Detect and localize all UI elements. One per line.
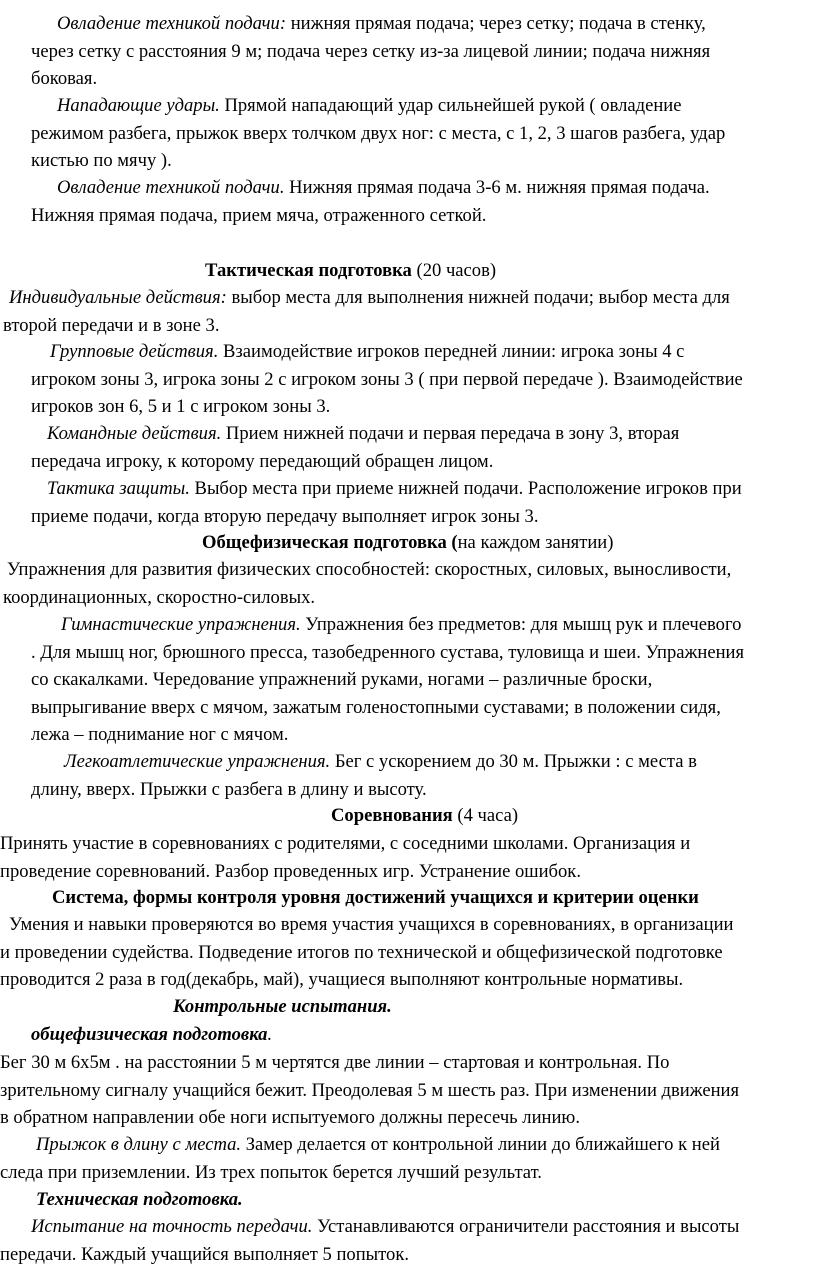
- text-line: [0, 1244, 409, 1266]
- text-line: [9, 287, 730, 309]
- text-run: Нижняя прямая подача, прием мяча, отраженного сеткой.: [31, 204, 487, 226]
- text-line: [36, 1189, 243, 1211]
- text-line: [31, 697, 721, 719]
- text-run: второй передачи и в зоне 3.: [3, 314, 220, 336]
- text-run: Устанавливаются ограничители расстояния и высоты: [312, 1216, 740, 1237]
- text-line: [0, 861, 581, 883]
- text-run: Замер делается от контрольной линии до ближайшего к ней: [241, 1134, 720, 1155]
- text-line: [173, 996, 392, 1018]
- text-run: Выбор места при приеме нижней подачи. Расположение игроков при: [189, 478, 742, 499]
- text-line: [0, 1080, 739, 1102]
- text-line: [52, 887, 699, 909]
- text-line: [0, 1052, 669, 1074]
- text-run: (20 часов): [411, 260, 497, 281]
- text-run: Гимнастические упражнения.: [61, 614, 301, 635]
- text-line: [31, 123, 725, 145]
- text-line: [47, 478, 742, 500]
- text-run: следа при приземлении. Из трех попыток берется лучший результат.: [0, 1161, 542, 1183]
- text-line: [3, 315, 219, 337]
- text-line: [31, 369, 743, 391]
- text-line: [0, 942, 723, 964]
- text-run: Прямой нападающий удар сильнейшей рукой ( овладение: [219, 95, 682, 116]
- text-line: [202, 532, 613, 554]
- text-line: [31, 1216, 739, 1238]
- text-line: [47, 423, 679, 445]
- text-run: приеме подачи, когда вторую передачу выполняет игрок зоны 3.: [31, 505, 539, 527]
- text-run: Система, формы контроля уровня достижений учащихся и критерии оценки: [52, 887, 699, 908]
- text-run: проведение соревнований. Разбор проведенных игр. Устранение ошибок.: [0, 860, 581, 882]
- text-line: [31, 642, 744, 664]
- text-run: Прыжок в длину с места.: [36, 1134, 242, 1155]
- text-run: Общефизическая подготовка (: [202, 532, 458, 553]
- text-run: лежа – поднимание ног с мячом.: [31, 724, 289, 745]
- text-run: (4 часа): [452, 805, 519, 826]
- text-line: [331, 805, 518, 827]
- text-line: [57, 177, 710, 199]
- text-run: в обратном направлении обе ноги испытуемого должны пересечь линию.: [0, 1107, 580, 1128]
- text-line: [31, 396, 330, 418]
- text-run: .: [267, 1024, 273, 1045]
- text-line: [31, 506, 539, 528]
- text-run: проводится 2 раза в год(декабрь, май), учащиеся выполняют контрольные нормативы.: [0, 969, 684, 990]
- text-run: Индивидуальные действия:: [9, 287, 227, 308]
- text-run: и проведении судейства. Подведение итогов по технической и общефизической подготовке: [0, 941, 723, 963]
- text-run: Овладение техникой подачи:: [57, 13, 287, 34]
- text-run: Легкоатлетические упражнения.: [64, 751, 331, 772]
- text-line: [31, 451, 493, 473]
- text-run: Овладение техникой подачи.: [57, 177, 285, 198]
- text-run: кистью по мячу ).: [31, 150, 172, 171]
- text-line: [0, 969, 683, 991]
- text-line: [0, 1107, 580, 1129]
- text-run: зрительному сигналу учащийся бежит. Преодолевая 5 м шесть раз. При изменении движения: [0, 1079, 740, 1101]
- text-run: общефизическая подготовка: [31, 1024, 268, 1045]
- text-run: на каждом занятии): [457, 532, 614, 553]
- text-run: боковая.: [31, 68, 98, 89]
- text-run: передачи. Каждый учащийся выполняет 5 попыток.: [0, 1243, 410, 1265]
- text-line: [3, 587, 315, 609]
- text-line: [31, 205, 486, 227]
- text-run: передача игроку, к которому передающий обращен лицом.: [31, 450, 494, 472]
- text-line: [57, 95, 682, 117]
- text-run: Бег с ускорением до 30 м. Прыжки : с места в: [330, 751, 697, 772]
- text-line: [31, 150, 172, 172]
- text-run: Прием нижней подачи и первая передача в зону 3, вторая: [221, 423, 680, 444]
- text-line: [31, 669, 652, 691]
- text-run: Контрольные испытания.: [173, 996, 392, 1017]
- text-line: [31, 724, 288, 746]
- text-run: Групповые действия.: [50, 341, 219, 362]
- text-line: [64, 751, 697, 773]
- text-run: Упражнения без предметов: для мышц рук и плечевого: [300, 614, 742, 635]
- text-line: [50, 341, 684, 363]
- text-run: Командные действия.: [47, 423, 222, 444]
- text-run: Нападающие удары.: [57, 95, 220, 116]
- text-line: [31, 1024, 272, 1046]
- text-line: [36, 1134, 720, 1156]
- text-line: [31, 41, 710, 63]
- text-run: игроком зоны 3, игрока зоны 2 с игроком зоны 3 ( при первой передаче ). Взаимодействие: [31, 368, 743, 390]
- text-line: [0, 1162, 542, 1184]
- text-run: Умения и навыки проверяются во время участия учащихся в соревнованиях, в организации: [9, 914, 734, 935]
- text-run: Соревнования: [331, 805, 453, 826]
- text-run: нижняя прямая подача; через сетку; подача в стенку,: [286, 13, 706, 34]
- text-run: через сетку с расстояния 9 м; подача через сетку из-за лицевой линии; подача нижняя: [31, 40, 711, 62]
- text-line: [31, 779, 427, 801]
- text-run: Взаимодействие игроков передней линии: игрока зоны 4 с: [218, 341, 685, 362]
- text-run: Техническая подготовка.: [36, 1189, 243, 1210]
- text-run: Нижняя прямая подача 3-6 м. нижняя прямая подача.: [284, 177, 710, 198]
- text-run: выпрыгивание вверх с мячом, зажатым голеностопными суставами; в положении сидя,: [31, 696, 721, 718]
- text-line: [205, 260, 496, 282]
- text-line: [0, 833, 690, 855]
- text-line: [9, 914, 733, 936]
- text-run: Испытание на точность передачи.: [31, 1216, 313, 1237]
- text-run: игроков зон 6, 5 и 1 с игроком зоны 3.: [31, 396, 331, 417]
- text-run: координационных, скоростно-силовых.: [3, 586, 316, 608]
- text-run: Тактика защиты.: [47, 478, 190, 499]
- text-run: Тактическая подготовка: [205, 260, 412, 281]
- text-run: длину, вверх. Прыжки с разбега в длину и высоту.: [31, 778, 427, 800]
- text-run: режимом разбега, прыжок вверх толчком двух ног: с места, с 1, 2, 3 шагов разбега, удар: [31, 122, 726, 144]
- text-line: [61, 614, 741, 636]
- text-run: . Для мышц ног, брюшного пресса, тазобедренного сустава, туловища и шеи. Упражнения: [31, 641, 745, 663]
- text-line: [7, 559, 731, 581]
- text-run: Принять участие в соревнованиях с родителями, с соседними школами. Организация и: [0, 833, 691, 854]
- text-line: [57, 13, 706, 35]
- text-line: [31, 68, 97, 90]
- text-run: Упражнения для развития физических способностей: скоростных, силовых, выносливости,: [7, 559, 732, 580]
- text-run: выбор места для выполнения нижней подачи; выбор места для: [226, 287, 730, 308]
- text-run: Бег 30 м 6х5м . на расстоянии 5 м чертятся две линии – стартовая и контрольная. По: [0, 1052, 670, 1073]
- text-run: со скакалками. Чередование упражнений руками, ногами – различные броски,: [31, 669, 653, 690]
